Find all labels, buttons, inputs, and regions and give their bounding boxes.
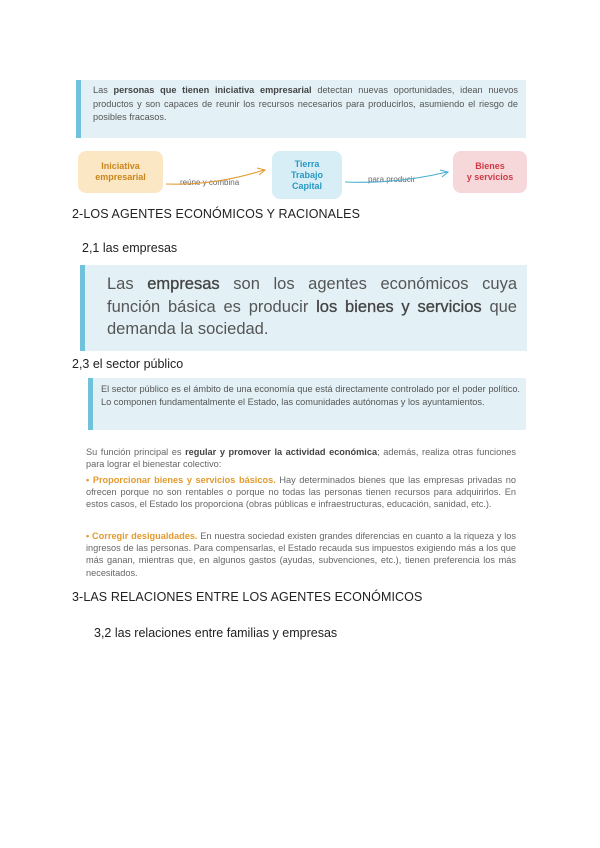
subsection-3-2-title: 3,2 las relaciones entre familias y empresas: [94, 626, 338, 640]
section-3-title: 3-LAS RELACIONES ENTRE LOS AGENTES ECONÓMICOS: [72, 590, 423, 604]
flow-label-combines: reúne y combina: [180, 178, 240, 187]
intro-callout: [76, 80, 526, 138]
companies-definition-callout: [80, 265, 527, 351]
bullet-dot-icon: •: [86, 475, 90, 485]
flow-box-factors: Tierra Trabajo Capital: [272, 151, 342, 199]
intro-text: Las personas que tienen iniciativa empresarial detectan nuevas oportunidades, idean nuevos productos y son capaces de reunir los recursos necesarios para producirlos, asumiendo el riesgo de posibles fracasos.: [93, 85, 519, 122]
bullet-inequalities: • Corregir desigualdades. En nuestra sociedad existen grandes diferencias en cuanto a la riqueza y los ingresos de las personas. Para compensarlas, el Estado recauda sus impuestos exigiendo más a los que más ganan, mientras que, en algunos gastos (ayudas, subvenciones, etc.), tienen preferencia los más necesitados.: [86, 531, 516, 578]
companies-definition: Las empresas son los agentes económicos cuya función básica es producir los bienes y servicios que demanda la sociedad.: [107, 275, 518, 338]
bullet-basic-services: • Proporcionar bienes y servicios básicos. Hay determinados bienes que las empresas privadas no ofrecen porque no son rentables o porque no todas las personas tienen recursos para adquirirlos. En estos casos, el Estado los proporciona (obras públicas e infraestructuras, educación, sanidad, etc.).: [86, 475, 516, 510]
public-sector-callout: [88, 378, 526, 430]
arrow-right-icon: [343, 162, 453, 188]
section-2-title: 2-LOS AGENTES ECONÓMICOS Y RACIONALES: [72, 207, 361, 221]
public-sector-function: Su función principal es regular y promover la actividad económica; además, realiza otras funciones para lograr el bienestar colectivo:: [86, 447, 517, 470]
subsection-2-3-title: 2,3 el sector público: [72, 357, 184, 371]
flow-box-initiative: Iniciativa empresarial: [78, 151, 163, 193]
flow-label-produces: para producir: [368, 175, 416, 184]
subsection-2-1-title: 2,1 las empresas: [82, 241, 178, 255]
arrow-right-icon: [164, 160, 272, 190]
public-sector-definition: El sector público es el ámbito de una economía que está directamente controlado por el poder político. Lo componen fundamentalmente el Estado, las comunidades autónomas y los ayuntamientos.: [101, 384, 520, 407]
flow-box-goods: Bienes y servicios: [453, 151, 527, 193]
bullet-dot-icon: •: [86, 531, 90, 541]
